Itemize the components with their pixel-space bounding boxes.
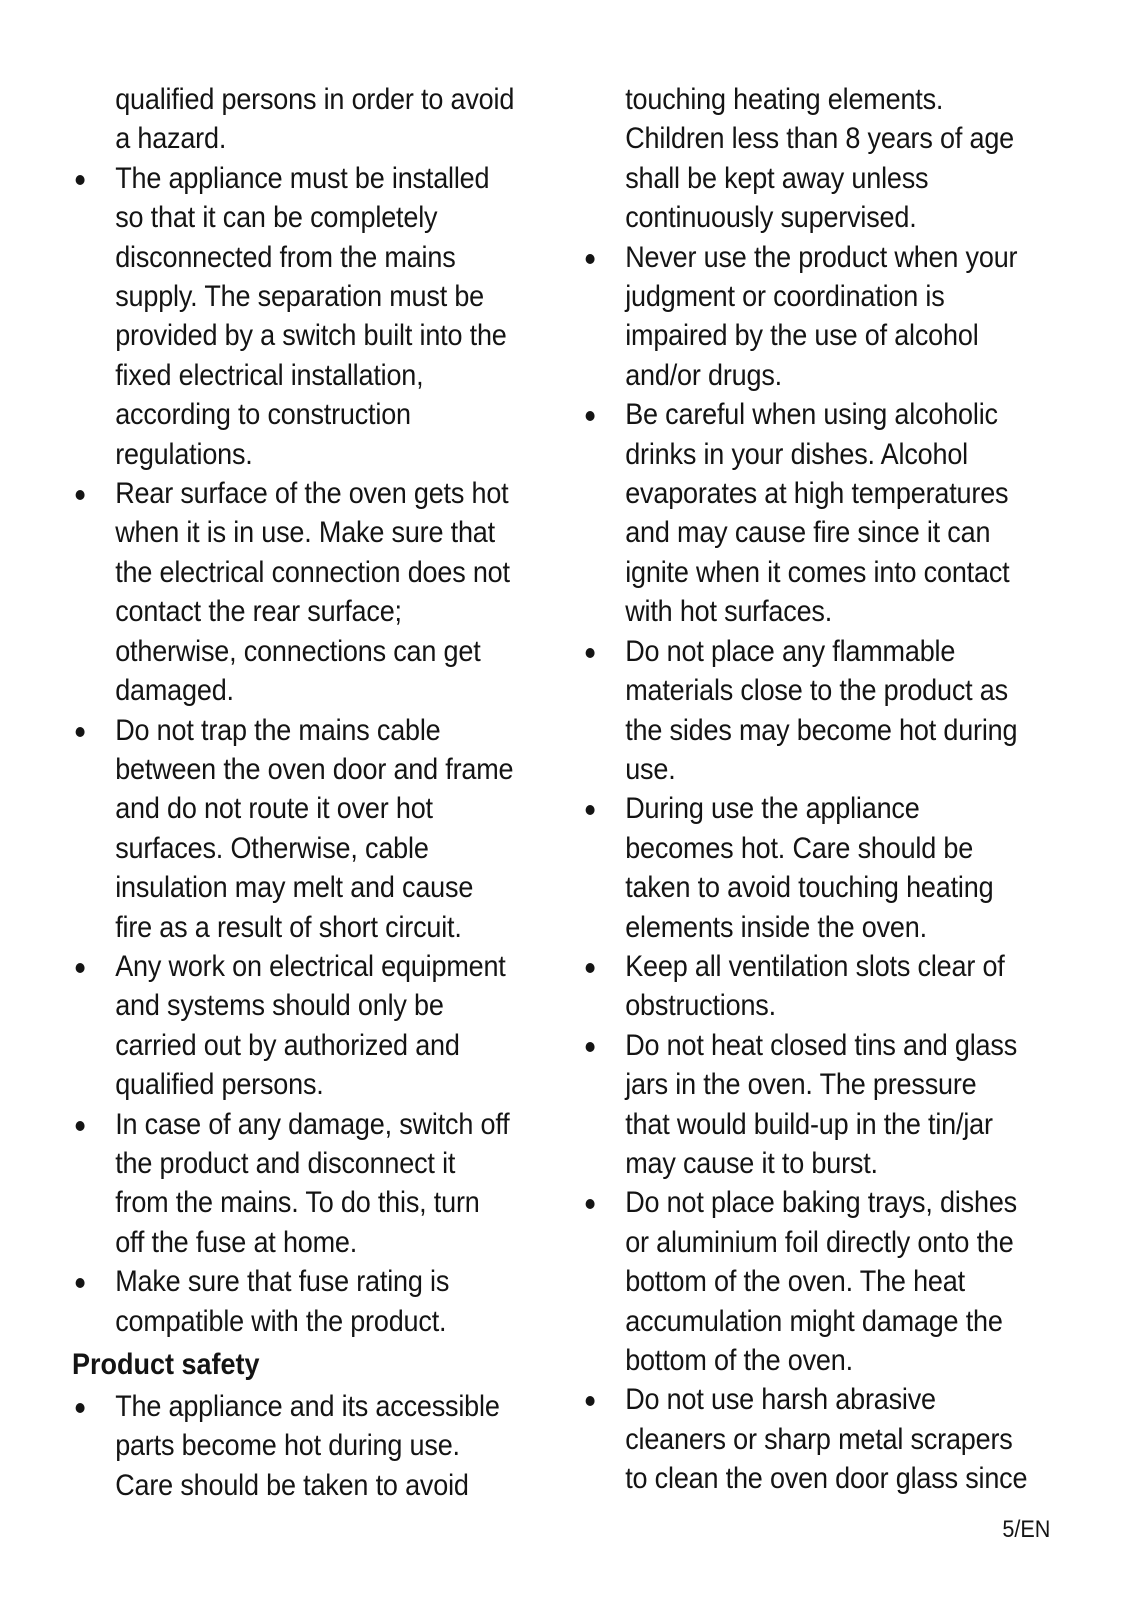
bullet-item (582, 1183, 1017, 1380)
text-line: may cause it to burst. (625, 1146, 878, 1180)
text-line: fixed electrical installation, (115, 358, 424, 392)
text-line: carried out by authorized and (115, 1028, 460, 1062)
text-line: to clean the oven door glass since (625, 1462, 1028, 1496)
continued-paragraph (72, 80, 515, 159)
text-line: Care should be taken to avoid (115, 1468, 469, 1502)
bullet-item (72, 1105, 510, 1263)
text-line: Keep all ventilation slots clear of (625, 949, 1005, 983)
bullet-item (582, 238, 1018, 396)
text-line: Do not place any flammable (625, 634, 956, 668)
text-line: Rear surface of the oven gets hot (115, 477, 509, 511)
text-line: Do not use harsh abrasive (625, 1383, 936, 1417)
bullet-item (72, 159, 507, 474)
text-line: with hot surfaces. (625, 595, 833, 629)
text-line: surfaces. Otherwise, cable (115, 831, 429, 865)
text-line: Be careful when using alcoholic (625, 398, 998, 432)
bullet-item (72, 1262, 495, 1341)
bullet-item (72, 947, 506, 1105)
bullet-item (582, 789, 1014, 947)
text-line: a hazard. (115, 122, 227, 156)
text-line: The appliance and its accessible (115, 1390, 500, 1423)
text-line: judgment or coordination is (625, 280, 945, 314)
text-line: provided by a switch built into the (115, 319, 507, 353)
bullet-item (582, 1026, 1018, 1184)
text-line: fire as a result of short circuit. (115, 910, 462, 944)
text-line: damaged. (115, 674, 234, 708)
text-line: Children less than 8 years of age (625, 122, 1014, 156)
text-line: impaired by the use of alcohol (625, 319, 979, 353)
text-line: that would build-up in the tin/jar (625, 1107, 993, 1141)
text-line: supply. The separation must be (115, 280, 485, 314)
text-line: or aluminium foil directly onto the (625, 1225, 1014, 1259)
page-number: 5/EN (1001, 1516, 1050, 1543)
bullet-item (72, 474, 510, 710)
text-line: touching heating elements. (625, 83, 944, 116)
bullet-item (72, 711, 514, 947)
continued-paragraph (582, 80, 1014, 238)
text-line: disconnected from the mains (115, 240, 456, 274)
text-line: elements inside the oven. (625, 910, 927, 944)
text-line: the product and disconnect it (115, 1146, 456, 1180)
left-bullet-list (72, 80, 542, 1341)
text-line: and/or drugs. (625, 358, 782, 392)
bullet-item (72, 1387, 500, 1505)
text-line: Do not trap the mains cable (115, 713, 441, 747)
text-line: ignite when it comes into contact (625, 555, 1010, 589)
text-line: bottom of the oven. (625, 1344, 853, 1377)
text-line: materials close to the product as (625, 674, 1008, 708)
bullet-item (582, 632, 1018, 790)
text-line: evaporates at high temperatures (625, 477, 1009, 511)
text-line: between the oven door and frame (115, 752, 514, 786)
text-line: according to construction (115, 398, 411, 432)
text-line: taken to avoid touching heating (625, 871, 994, 905)
bullet-item (582, 1380, 1028, 1498)
text-line: from the mains. To do this, turn (115, 1186, 480, 1220)
text-line: shall be kept away unless (625, 161, 929, 195)
text-line: compatible with the product. (115, 1304, 447, 1338)
right-column (582, 80, 1062, 1499)
text-line: and do not route it over hot (115, 792, 433, 826)
text-line: off the fuse at home. (115, 1225, 358, 1259)
text-line: so that it can be completely (115, 201, 438, 235)
bullet-item (582, 947, 1014, 1026)
text-line: During use the appliance (625, 792, 920, 826)
text-line: Do not place baking trays, dishes (625, 1186, 1017, 1220)
product-safety-bullet-list (72, 1387, 542, 1505)
section-heading-product-safety: Product safety (72, 1348, 260, 1381)
text-line: continuously supervised. (625, 201, 917, 235)
text-line: Any work on electrical equipment (115, 949, 506, 983)
text-line: In case of any damage, switch off (115, 1107, 510, 1141)
text-line: The appliance must be installed (115, 161, 490, 195)
text-line: and systems should only be (115, 989, 444, 1023)
text-line: qualified persons. (115, 1068, 324, 1102)
text-line: parts become hot during use. (115, 1429, 460, 1463)
text-line: Do not heat closed tins and glass (625, 1028, 1018, 1062)
text-line: use. (625, 752, 676, 786)
text-line: the sides may become hot during (625, 713, 1018, 747)
text-line: and may cause fire since it can (625, 516, 991, 550)
text-line: otherwise, connections can get (115, 634, 481, 668)
text-line: Make sure that fuse rating is (115, 1265, 450, 1299)
text-line: contact the rear surface; (115, 595, 402, 629)
text-line: qualified persons in order to avoid (115, 83, 515, 116)
text-line: obstructions. (625, 989, 776, 1023)
text-line: drinks in your dishes. Alcohol (625, 437, 968, 471)
text-line: accumulation might damage the (625, 1304, 1003, 1338)
text-line: becomes hot. Care should be (625, 831, 974, 865)
left-column (72, 80, 542, 1505)
right-bullet-list (582, 80, 1062, 1499)
text-line: Never use the product when your (625, 240, 1018, 274)
text-line: the electrical connection does not (115, 555, 510, 589)
text-line: cleaners or sharp metal scrapers (625, 1422, 1013, 1456)
text-line: bottom of the oven. The heat (625, 1265, 965, 1299)
bullet-item (582, 395, 1014, 631)
text-line: regulations. (115, 437, 253, 471)
text-line: insulation may melt and cause (115, 871, 474, 905)
text-line: when it is in use. Make sure that (115, 516, 495, 550)
text-line: jars in the oven. The pressure (625, 1068, 977, 1102)
